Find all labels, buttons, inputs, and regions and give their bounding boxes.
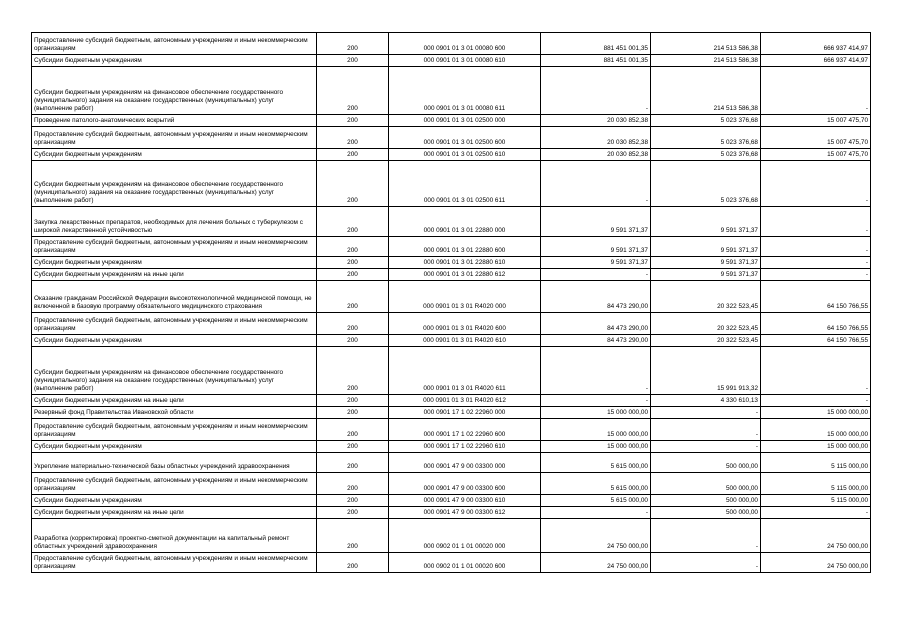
- row-executed: 5 023 376,68: [651, 149, 761, 161]
- row-name: Субсидии бюджетным учреждениям: [32, 149, 317, 161]
- row-approved: -: [541, 269, 651, 281]
- table-row: [32, 269, 871, 281]
- row-kbk: 000 0901 01 3 01 00080 611: [389, 67, 541, 115]
- table-row: [32, 33, 871, 55]
- row-executed: 20 322 523,45: [651, 281, 761, 313]
- table-row: [32, 335, 871, 347]
- row-remainder: 24 750 000,00: [761, 519, 871, 553]
- row-kbk: 000 0901 01 3 01 R4020 611: [389, 347, 541, 395]
- row-remainder: -: [761, 347, 871, 395]
- row-approved: -: [541, 347, 651, 395]
- row-name: Субсидии бюджетным учреждениям на финансовое обеспечение государственного (муниципального) задания на оказание государственных (муниципальных) услуг (выполнение работ): [32, 161, 317, 207]
- row-approved: -: [541, 507, 651, 519]
- table-row: [32, 473, 871, 495]
- row-name: Разработка (корректировка) проектно-сметной документации на капитальный ремонт областных учреждений здравоохранения: [32, 519, 317, 553]
- row-executed: 9 591 371,37: [651, 257, 761, 269]
- row-remainder: 5 115 000,00: [761, 495, 871, 507]
- row-name: Субсидии бюджетным учреждениям: [32, 441, 317, 453]
- row-kbk: 000 0901 01 3 01 00080 600: [389, 33, 541, 55]
- row-name: Предоставление субсидий бюджетным, автономным учреждениям и иным некоммерческим организациям: [32, 419, 317, 441]
- row-remainder: 64 150 766,55: [761, 281, 871, 313]
- row-executed: 4 330 610,13: [651, 395, 761, 407]
- row-code: 200: [317, 161, 389, 207]
- row-approved: 15 000 000,00: [541, 407, 651, 419]
- row-remainder: -: [761, 67, 871, 115]
- row-code: 200: [317, 237, 389, 257]
- row-kbk: 000 0901 01 3 01 R4020 610: [389, 335, 541, 347]
- row-executed: 9 591 371,37: [651, 207, 761, 237]
- row-code: 200: [317, 335, 389, 347]
- row-executed: -: [651, 407, 761, 419]
- row-code: 200: [317, 115, 389, 127]
- row-approved: 20 030 852,38: [541, 127, 651, 149]
- table-row: [32, 161, 871, 207]
- table-body: [32, 33, 871, 573]
- row-remainder: -: [761, 161, 871, 207]
- row-kbk: 000 0901 47 9 00 03300 610: [389, 495, 541, 507]
- row-name: Укрепление материально-технической базы областных учреждений здравоохранения: [32, 453, 317, 473]
- table-row: [32, 281, 871, 313]
- row-approved: 9 591 371,37: [541, 237, 651, 257]
- row-approved: -: [541, 161, 651, 207]
- row-kbk: 000 0901 01 3 01 02500 000: [389, 115, 541, 127]
- row-approved: 881 451 001,35: [541, 33, 651, 55]
- row-name: Субсидии бюджетным учреждениям на финансовое обеспечение государственного (муниципального) задания на оказание государственных (муниципальных) услуг (выполнение работ): [32, 67, 317, 115]
- row-executed: -: [651, 441, 761, 453]
- row-remainder: -: [761, 507, 871, 519]
- row-code: 200: [317, 127, 389, 149]
- budget-execution-table: [31, 32, 871, 573]
- row-executed: 20 322 523,45: [651, 335, 761, 347]
- table-row: [32, 419, 871, 441]
- row-kbk: 000 0901 01 3 01 00080 610: [389, 55, 541, 67]
- row-kbk: 000 0901 17 1 02 22960 600: [389, 419, 541, 441]
- row-remainder: 64 150 766,55: [761, 313, 871, 335]
- row-code: 200: [317, 347, 389, 395]
- table-row: [32, 313, 871, 335]
- row-executed: 500 000,00: [651, 473, 761, 495]
- row-remainder: 666 937 414,97: [761, 33, 871, 55]
- row-name: Субсидии бюджетным учреждениям на иные цели: [32, 395, 317, 407]
- row-approved: 24 750 000,00: [541, 519, 651, 553]
- row-remainder: 64 150 766,55: [761, 335, 871, 347]
- table-row: [32, 67, 871, 115]
- row-executed: -: [651, 519, 761, 553]
- row-remainder: 5 115 000,00: [761, 453, 871, 473]
- row-name: Резервный фонд Правительства Ивановской области: [32, 407, 317, 419]
- row-code: 200: [317, 419, 389, 441]
- row-approved: 84 473 290,00: [541, 335, 651, 347]
- row-approved: 20 030 852,38: [541, 149, 651, 161]
- table-row: [32, 495, 871, 507]
- row-remainder: 24 750 000,00: [761, 553, 871, 573]
- row-code: 200: [317, 149, 389, 161]
- row-name: Субсидии бюджетным учреждениям на иные цели: [32, 269, 317, 281]
- row-approved: 84 473 290,00: [541, 313, 651, 335]
- table-row: [32, 395, 871, 407]
- row-code: 200: [317, 33, 389, 55]
- row-executed: 214 513 586,38: [651, 55, 761, 67]
- row-remainder: 5 115 000,00: [761, 473, 871, 495]
- row-executed: 9 591 371,37: [651, 237, 761, 257]
- table-row: [32, 347, 871, 395]
- row-kbk: 000 0901 01 3 01 R4020 000: [389, 281, 541, 313]
- row-name: Оказание гражданам Российской Федерации высокотехнологичной медицинской помощи, не включенной в базовую программу обязательного медицинского страхования: [32, 281, 317, 313]
- row-approved: -: [541, 395, 651, 407]
- row-executed: 5 023 376,68: [651, 115, 761, 127]
- row-approved: 20 030 852,38: [541, 115, 651, 127]
- row-kbk: 000 0901 17 1 02 22960 610: [389, 441, 541, 453]
- row-code: 200: [317, 313, 389, 335]
- row-kbk: 000 0901 01 3 01 02500 600: [389, 127, 541, 149]
- row-approved: 15 000 000,00: [541, 419, 651, 441]
- row-code: 200: [317, 507, 389, 519]
- row-name: Субсидии бюджетным учреждениям: [32, 335, 317, 347]
- row-kbk: 000 0901 01 3 01 02500 611: [389, 161, 541, 207]
- row-executed: 500 000,00: [651, 507, 761, 519]
- row-remainder: 15 000 000,00: [761, 419, 871, 441]
- row-executed: 500 000,00: [651, 495, 761, 507]
- row-remainder: -: [761, 237, 871, 257]
- row-name: Предоставление субсидий бюджетным, автономным учреждениям и иным некоммерческим организациям: [32, 553, 317, 573]
- table-row: [32, 453, 871, 473]
- row-name: Субсидии бюджетным учреждениям: [32, 55, 317, 67]
- row-kbk: 000 0901 01 3 01 22880 600: [389, 237, 541, 257]
- row-executed: -: [651, 419, 761, 441]
- row-kbk: 000 0901 47 9 00 03300 612: [389, 507, 541, 519]
- row-name: Закупка лекарственных препаратов, необходимых для лечения больных с туберкулезом с широкой лекарственной устойчивостью: [32, 207, 317, 237]
- row-code: 200: [317, 55, 389, 67]
- table-row: [32, 207, 871, 237]
- row-executed: 9 591 371,37: [651, 269, 761, 281]
- row-code: 200: [317, 453, 389, 473]
- row-code: 200: [317, 269, 389, 281]
- row-executed: 5 023 376,68: [651, 127, 761, 149]
- row-remainder: -: [761, 269, 871, 281]
- row-code: 200: [317, 441, 389, 453]
- row-kbk: 000 0901 01 3 01 22880 610: [389, 257, 541, 269]
- row-name: Проведение патолого-анатомических вскрытий: [32, 115, 317, 127]
- row-name: Субсидии бюджетным учреждениям на иные цели: [32, 507, 317, 519]
- row-kbk: 000 0902 01 1 01 00020 000: [389, 519, 541, 553]
- table-row: [32, 127, 871, 149]
- row-remainder: 15 007 475,70: [761, 149, 871, 161]
- row-approved: 84 473 290,00: [541, 281, 651, 313]
- row-remainder: 666 937 414,97: [761, 55, 871, 67]
- row-code: 200: [317, 473, 389, 495]
- row-code: 200: [317, 257, 389, 269]
- row-kbk: 000 0901 01 3 01 22880 612: [389, 269, 541, 281]
- row-remainder: -: [761, 257, 871, 269]
- row-name: Предоставление субсидий бюджетным, автономным учреждениям и иным некоммерческим организациям: [32, 33, 317, 55]
- row-approved: 881 451 001,35: [541, 55, 651, 67]
- table-row: [32, 257, 871, 269]
- row-code: 200: [317, 395, 389, 407]
- row-approved: 5 615 000,00: [541, 473, 651, 495]
- row-kbk: 000 0901 01 3 01 22880 000: [389, 207, 541, 237]
- row-executed: 214 513 586,38: [651, 67, 761, 115]
- table-row: [32, 553, 871, 573]
- row-name: Предоставление субсидий бюджетным, автономным учреждениям и иным некоммерческим организациям: [32, 313, 317, 335]
- table-row: [32, 441, 871, 453]
- row-remainder: 15 007 475,70: [761, 127, 871, 149]
- row-code: 200: [317, 495, 389, 507]
- row-approved: 9 591 371,37: [541, 257, 651, 269]
- row-approved: 9 591 371,37: [541, 207, 651, 237]
- row-executed: 5 023 376,68: [651, 161, 761, 207]
- table-row: [32, 407, 871, 419]
- row-remainder: -: [761, 395, 871, 407]
- row-name: Субсидии бюджетным учреждениям: [32, 495, 317, 507]
- row-remainder: 15 000 000,00: [761, 441, 871, 453]
- row-code: 200: [317, 67, 389, 115]
- row-name: Предоставление субсидий бюджетным, автономным учреждениям и иным некоммерческим организациям: [32, 237, 317, 257]
- row-remainder: 15 007 475,70: [761, 115, 871, 127]
- row-executed: 214 513 586,38: [651, 33, 761, 55]
- table-row: [32, 149, 871, 161]
- row-approved: 24 750 000,00: [541, 553, 651, 573]
- row-approved: 5 615 000,00: [541, 495, 651, 507]
- table-row: [32, 237, 871, 257]
- row-remainder: -: [761, 207, 871, 237]
- row-approved: -: [541, 67, 651, 115]
- row-kbk: 000 0901 47 9 00 03300 000: [389, 453, 541, 473]
- row-approved: 15 000 000,00: [541, 441, 651, 453]
- row-code: 200: [317, 207, 389, 237]
- row-approved: 5 615 000,00: [541, 453, 651, 473]
- row-executed: -: [651, 553, 761, 573]
- row-kbk: 000 0901 01 3 01 R4020 612: [389, 395, 541, 407]
- row-kbk: 000 0901 01 3 01 R4020 600: [389, 313, 541, 335]
- row-executed: 500 000,00: [651, 453, 761, 473]
- row-kbk: 000 0901 17 1 02 22960 000: [389, 407, 541, 419]
- row-kbk: 000 0901 47 9 00 03300 600: [389, 473, 541, 495]
- row-kbk: 000 0902 01 1 01 00020 600: [389, 553, 541, 573]
- row-name: Предоставление субсидий бюджетным, автономным учреждениям и иным некоммерческим организациям: [32, 127, 317, 149]
- row-remainder: 15 000 000,00: [761, 407, 871, 419]
- table-row: [32, 55, 871, 67]
- row-name: Субсидии бюджетным учреждениям на финансовое обеспечение государственного (муниципального) задания на оказание государственных (муниципальных) услуг (выполнение работ): [32, 347, 317, 395]
- row-name: Субсидии бюджетным учреждениям: [32, 257, 317, 269]
- row-executed: 15 991 913,32: [651, 347, 761, 395]
- table-row: [32, 115, 871, 127]
- row-executed: 20 322 523,45: [651, 313, 761, 335]
- row-code: 200: [317, 519, 389, 553]
- row-code: 200: [317, 281, 389, 313]
- row-code: 200: [317, 553, 389, 573]
- row-name: Предоставление субсидий бюджетным, автономным учреждениям и иным некоммерческим организациям: [32, 473, 317, 495]
- row-code: 200: [317, 407, 389, 419]
- table-row: [32, 519, 871, 553]
- table-row: [32, 507, 871, 519]
- row-kbk: 000 0901 01 3 01 02500 610: [389, 149, 541, 161]
